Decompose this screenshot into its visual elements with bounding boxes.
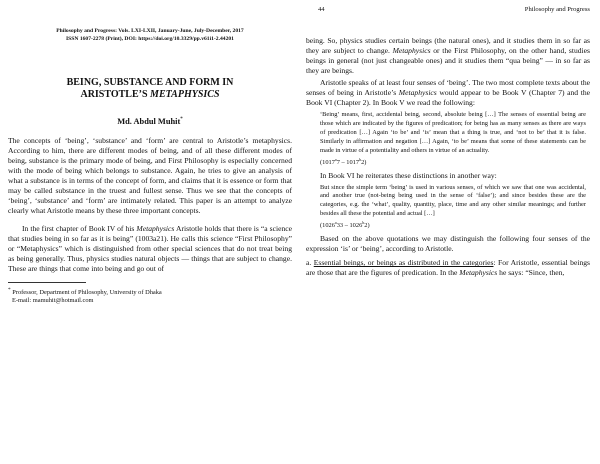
title-line2-plain: ARISTOTLE’S [80, 89, 151, 100]
author-footnote-mark: * [180, 117, 183, 123]
footnote [8, 286, 292, 305]
list-item-a [306, 258, 590, 278]
abstract: The concepts of ‘being’, ‘substance’ and ‘form’ are central to Aristotle’s metaphysics. According to him, there are different modes of being, and of all these different modes of being, substance is the primary mode of being, and First Philosophy is especially concerned with the mode of being which belongs to substance. Again, he tries to give an analysis of what a substance is in terms of the concept of form, and claims that it is essence or form that may be called substance in the truest and fullest sense. Thus we see that the concepts of ‘being’, ‘substance’ and ‘form’ are intimately related. This paper is an attempt to analyze clearly what Aristotle means by these three important concepts. [8, 136, 292, 215]
right-page [306, 0, 590, 464]
body-paragraph-1 [8, 224, 292, 274]
item-a-underlined: Essential beings, or beings as distributed in the categories [313, 258, 494, 268]
p1-italic: Metaphysics [392, 46, 431, 55]
author-name [8, 117, 292, 126]
title-line2 [8, 89, 292, 101]
running-header [306, 6, 590, 20]
quote1-reference [320, 156, 367, 166]
para2-a: In the first chapter of Book IV of his [22, 224, 137, 233]
journal-info-line1: Philosophy and Progress: Vols. LXI-LXII, January-June, July-December, 2017 [56, 28, 244, 34]
footnote-mark: * [8, 287, 11, 293]
footnote-divider [8, 282, 86, 283]
item-a-italic: Metaphysics [459, 268, 498, 278]
journal-info-line2: ISSN 1607-2278 (Print), DOI: https://doi.org/10.3329/pp.v61i1-2.44201 [66, 36, 234, 42]
para2-b: Aristotle holds that there is “a science that studies being in so far as it is being” (1003a21). He calls this science “First Philosophy” or “Metaphysics” which is distinguished from other special sciences that do not treat being as being generally. Thus, physics studies natural objects — things that are subject to change. These are things that come into being and go out of [8, 224, 292, 273]
quote1-ref-a-sup: a [334, 156, 337, 162]
quote2-ref-b: 33 – 1026 [336, 222, 363, 230]
footnote-line2: E-mail: mamuhit@hotmail.com [12, 297, 94, 305]
footnote-affiliation: Professor, Department of Philosophy, University of Dhaka [10, 289, 162, 297]
quote1-text: ‘Being’ means, first, accidental being, second, absolute being […] The senses of essential being are those which are indicated by the figures of predication; for being has as many senses as there are ways of predication […] Again ‘to be’ and ‘is’ mean that a thing is true, and ‘not to be’ that it is false. Similarly in affirmation and negation […] Again, ‘to be’ means that some of these statements can be made in virtue of a potentiality and others in virtue of an actuality. [320, 111, 586, 154]
p1-a: being. So, physics studies certain beings (the natural ones), and it studies them in so far as they are subject to change. [306, 36, 590, 55]
item-a-b: : For Aristotle, essential beings are those that are the figures of predication. In the [306, 258, 591, 278]
quote1-ref-b: 7 – 1017 [336, 158, 360, 166]
p2-a: Aristotle speaks of at least four senses of ‘being’. The two most complete texts about the senses of being in Aristotle’s [306, 78, 590, 97]
quote2-reference [320, 222, 370, 229]
journal-info [8, 27, 292, 43]
p2-italic: Metaphysics [398, 88, 437, 97]
quote1-ref-c: 2) [361, 158, 367, 166]
block-quote-2 [320, 184, 586, 232]
body-paragraph-4: In Book VI he reiterates these distinctions in another way: [320, 170, 497, 180]
p2-b: would appear to be Book V (Chapter 7) and the Book VI (Chapter 2). In Book V we read the following: [306, 88, 590, 107]
para2-italic: Metaphysics [136, 224, 175, 233]
quote2-ref-c: 2) [364, 222, 370, 230]
quote2-ref-a-sup: a [334, 220, 337, 226]
author-text: Md. Abdul Muhit [117, 117, 181, 126]
footnote-line1 [8, 286, 292, 297]
paper-title [8, 77, 292, 101]
body-paragraph-5: Based on the above quotations we may distinguish the following four senses of the expression ‘is’ or ‘being’, according to Aristotle. [306, 234, 590, 254]
body-paragraph-3 [306, 78, 590, 108]
p1-b: or the First Philosophy, on the other hand, studies beings in general (not just changeable ones) and it studies them “qua being” — in so far as they are beings. [306, 46, 590, 75]
item-a-label: a. [306, 258, 314, 268]
block-quote-1 [320, 111, 586, 168]
page-number: 44 [318, 6, 325, 13]
title-line2-italic: METAPHYSICS [150, 89, 220, 100]
quote2-ref-a: (1026 [320, 222, 335, 230]
left-page [8, 0, 292, 464]
body-paragraph-2 [306, 36, 590, 76]
quote2-ref-b-sup: b [362, 220, 365, 226]
item-a-c: he says: “Since, then, [497, 268, 565, 278]
quote1-ref-a: (1017 [320, 158, 335, 166]
quote1-ref-b-sup: b [359, 156, 362, 162]
quote2-text: But since the simple term ‘being’ is used in various senses, of which we saw that one was accidental, and another true (not-being being used in the sense of ‘false’); and since besides these are the categories, e.g. the ‘what’, quality, quantity, place, time and any other similar meanings; and further besides all these the potential and actual […] [320, 183, 586, 218]
title-line1: BEING, SUBSTANCE AND FORM IN [66, 77, 234, 88]
running-head: Philosophy and Progress [524, 6, 590, 13]
